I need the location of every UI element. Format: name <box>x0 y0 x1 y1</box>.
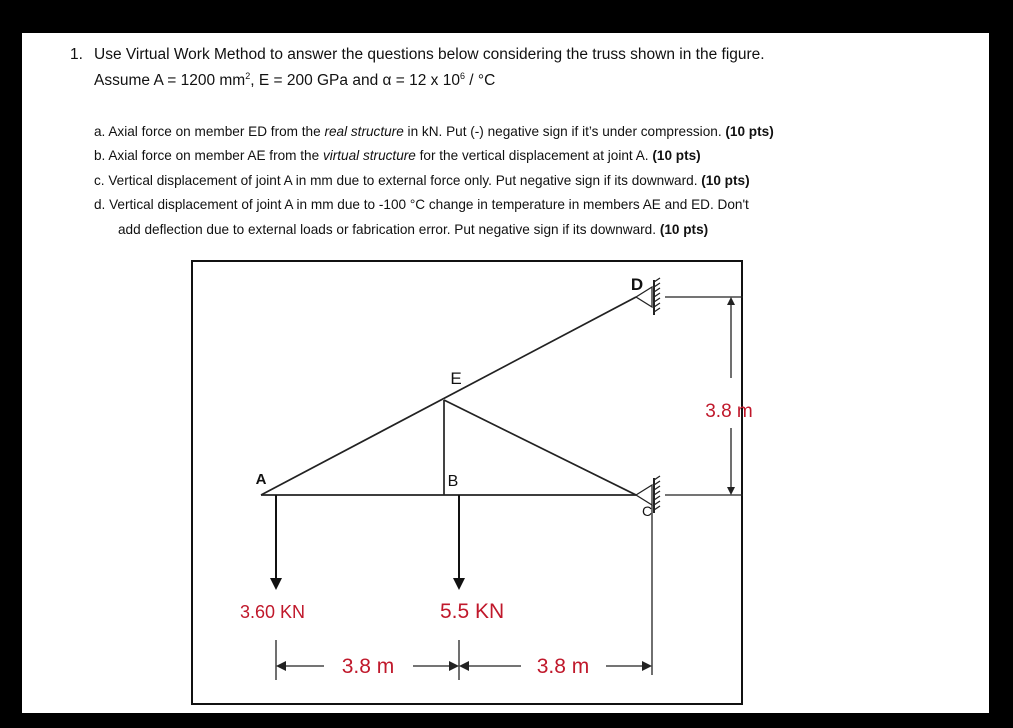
joint-c-label: C <box>641 503 653 519</box>
question-statement: Use Virtual Work Method to answer the questions below considering the truss shown in the figure. <box>94 46 765 63</box>
truss-diagram <box>191 260 753 705</box>
item-d-continued: add deflection due to external loads or fabrication error. Put negative sign if its downward. (10 pts) <box>118 222 709 237</box>
figure-frame <box>192 261 742 704</box>
joint-e-label: E <box>450 369 462 388</box>
load-a-value: 3.60 KN <box>240 602 306 622</box>
load-b-value: 5.5 KN <box>440 600 505 623</box>
joint-b-label: B <box>447 473 459 490</box>
span-left-value: 3.8 m <box>341 655 395 678</box>
item-d: d. Vertical displacement of joint A in mm due to -100 °C change in temperature in members AE and ED. Don't <box>94 197 749 212</box>
material-properties: Assume A = 1200 $mm^2$, E = 200 GPa and α = 12 x $10^6 / ^\circ C$ <box>94 71 496 89</box>
item-a: a. Axial force on member ED from the real structure in kN. Put (-) negative sign if it’s under compression. (10 pts) <box>94 124 774 139</box>
joint-a-label: A <box>255 471 267 488</box>
height-dimension-value: 3.8 m <box>705 401 753 422</box>
question-number: 1. <box>70 46 83 63</box>
truss-figure <box>191 260 753 705</box>
item-c: c. Vertical displacement of joint A in mm due to external force only. Put negative sign if its downward. (10 pts) <box>94 173 750 188</box>
span-right-value: 3.8 m <box>536 655 590 678</box>
item-b: b. Axial force on member AE from the virtual structure for the vertical displacement at joint A. (10 pts) <box>94 148 701 163</box>
joint-d-label: D <box>630 275 644 294</box>
question-page <box>22 33 989 713</box>
